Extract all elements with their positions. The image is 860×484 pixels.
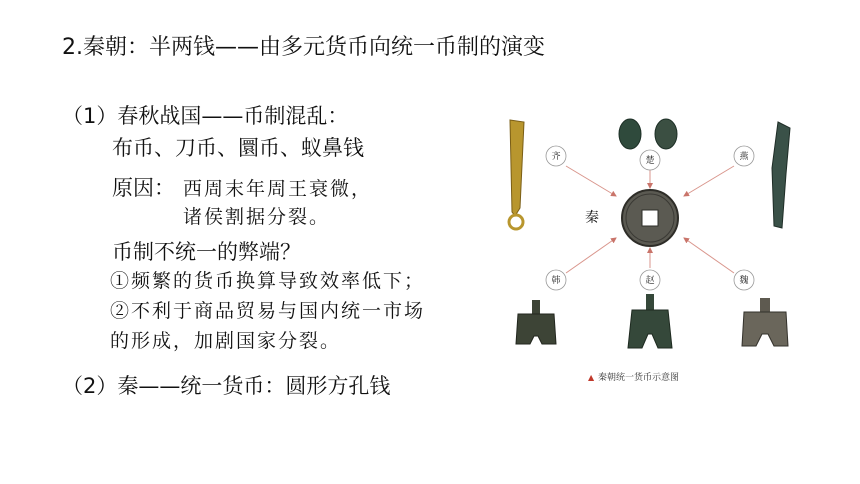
arrow-yan xyxy=(684,166,734,196)
arrow-wei xyxy=(684,238,734,273)
state-label-wei-text: 魏 xyxy=(739,276,749,286)
diagram-caption: 秦朝统一货币示意图 xyxy=(598,373,680,383)
drawback-point-1: ①频繁的货币换算导致效率低下； xyxy=(110,270,426,292)
state-label-qi-text: 齐 xyxy=(551,152,561,162)
chu-ant-nose-coin-2 xyxy=(655,119,677,149)
drawback-point-2-line-1: ②不利于商品贸易与国内统一市场 xyxy=(110,300,426,322)
state-label-chu xyxy=(640,150,660,170)
state-label-yan xyxy=(734,146,754,166)
yan-knife-coin xyxy=(772,122,790,228)
arrow-qi xyxy=(566,166,616,196)
state-label-chu-text: 楚 xyxy=(645,156,655,166)
drawbacks-question: 币制不统一的弊端？ xyxy=(112,240,301,264)
slide-title: 2.秦朝：半两钱——由多元货币向统一币制的演变 xyxy=(62,35,545,60)
chu-ant-nose-coin-1 xyxy=(619,119,641,149)
caption-marker: ▲ xyxy=(588,373,595,382)
state-label-qi xyxy=(546,146,566,166)
state-label-han xyxy=(546,270,566,290)
state-label-zhao-text: 赵 xyxy=(645,276,655,286)
qin-currency-unification-diagram xyxy=(498,108,818,390)
reason-line-1: 西周末年周王衰微， xyxy=(183,178,373,200)
state-label-yan-text: 燕 xyxy=(739,152,749,162)
reason-line-2: 诸侯割据分裂。 xyxy=(183,206,331,228)
qi-knife-coin xyxy=(509,120,524,229)
coin-inscription: 半两 xyxy=(649,247,651,248)
state-label-zhao xyxy=(640,270,660,290)
section1-heading: （1）春秋战国——币制混乱： xyxy=(62,104,349,128)
han-spade-coin xyxy=(516,300,556,344)
qin-label: 秦 xyxy=(585,210,599,226)
reason-label: 原因： xyxy=(112,176,175,200)
ban-liang-coin xyxy=(622,190,678,248)
coin-types: 布币、刀币、圜币、蚁鼻钱 xyxy=(112,136,364,160)
state-label-wei xyxy=(734,270,754,290)
zhao-spade-coin xyxy=(628,294,672,348)
drawback-point-2-line-2: 的形成，加剧国家分裂。 xyxy=(110,330,342,352)
state-label-han-text: 韩 xyxy=(551,276,561,286)
wei-spade-coin xyxy=(742,298,788,346)
arrow-han xyxy=(566,238,616,273)
section2-heading: （2）秦——统一货币：圆形方孔钱 xyxy=(62,374,391,398)
